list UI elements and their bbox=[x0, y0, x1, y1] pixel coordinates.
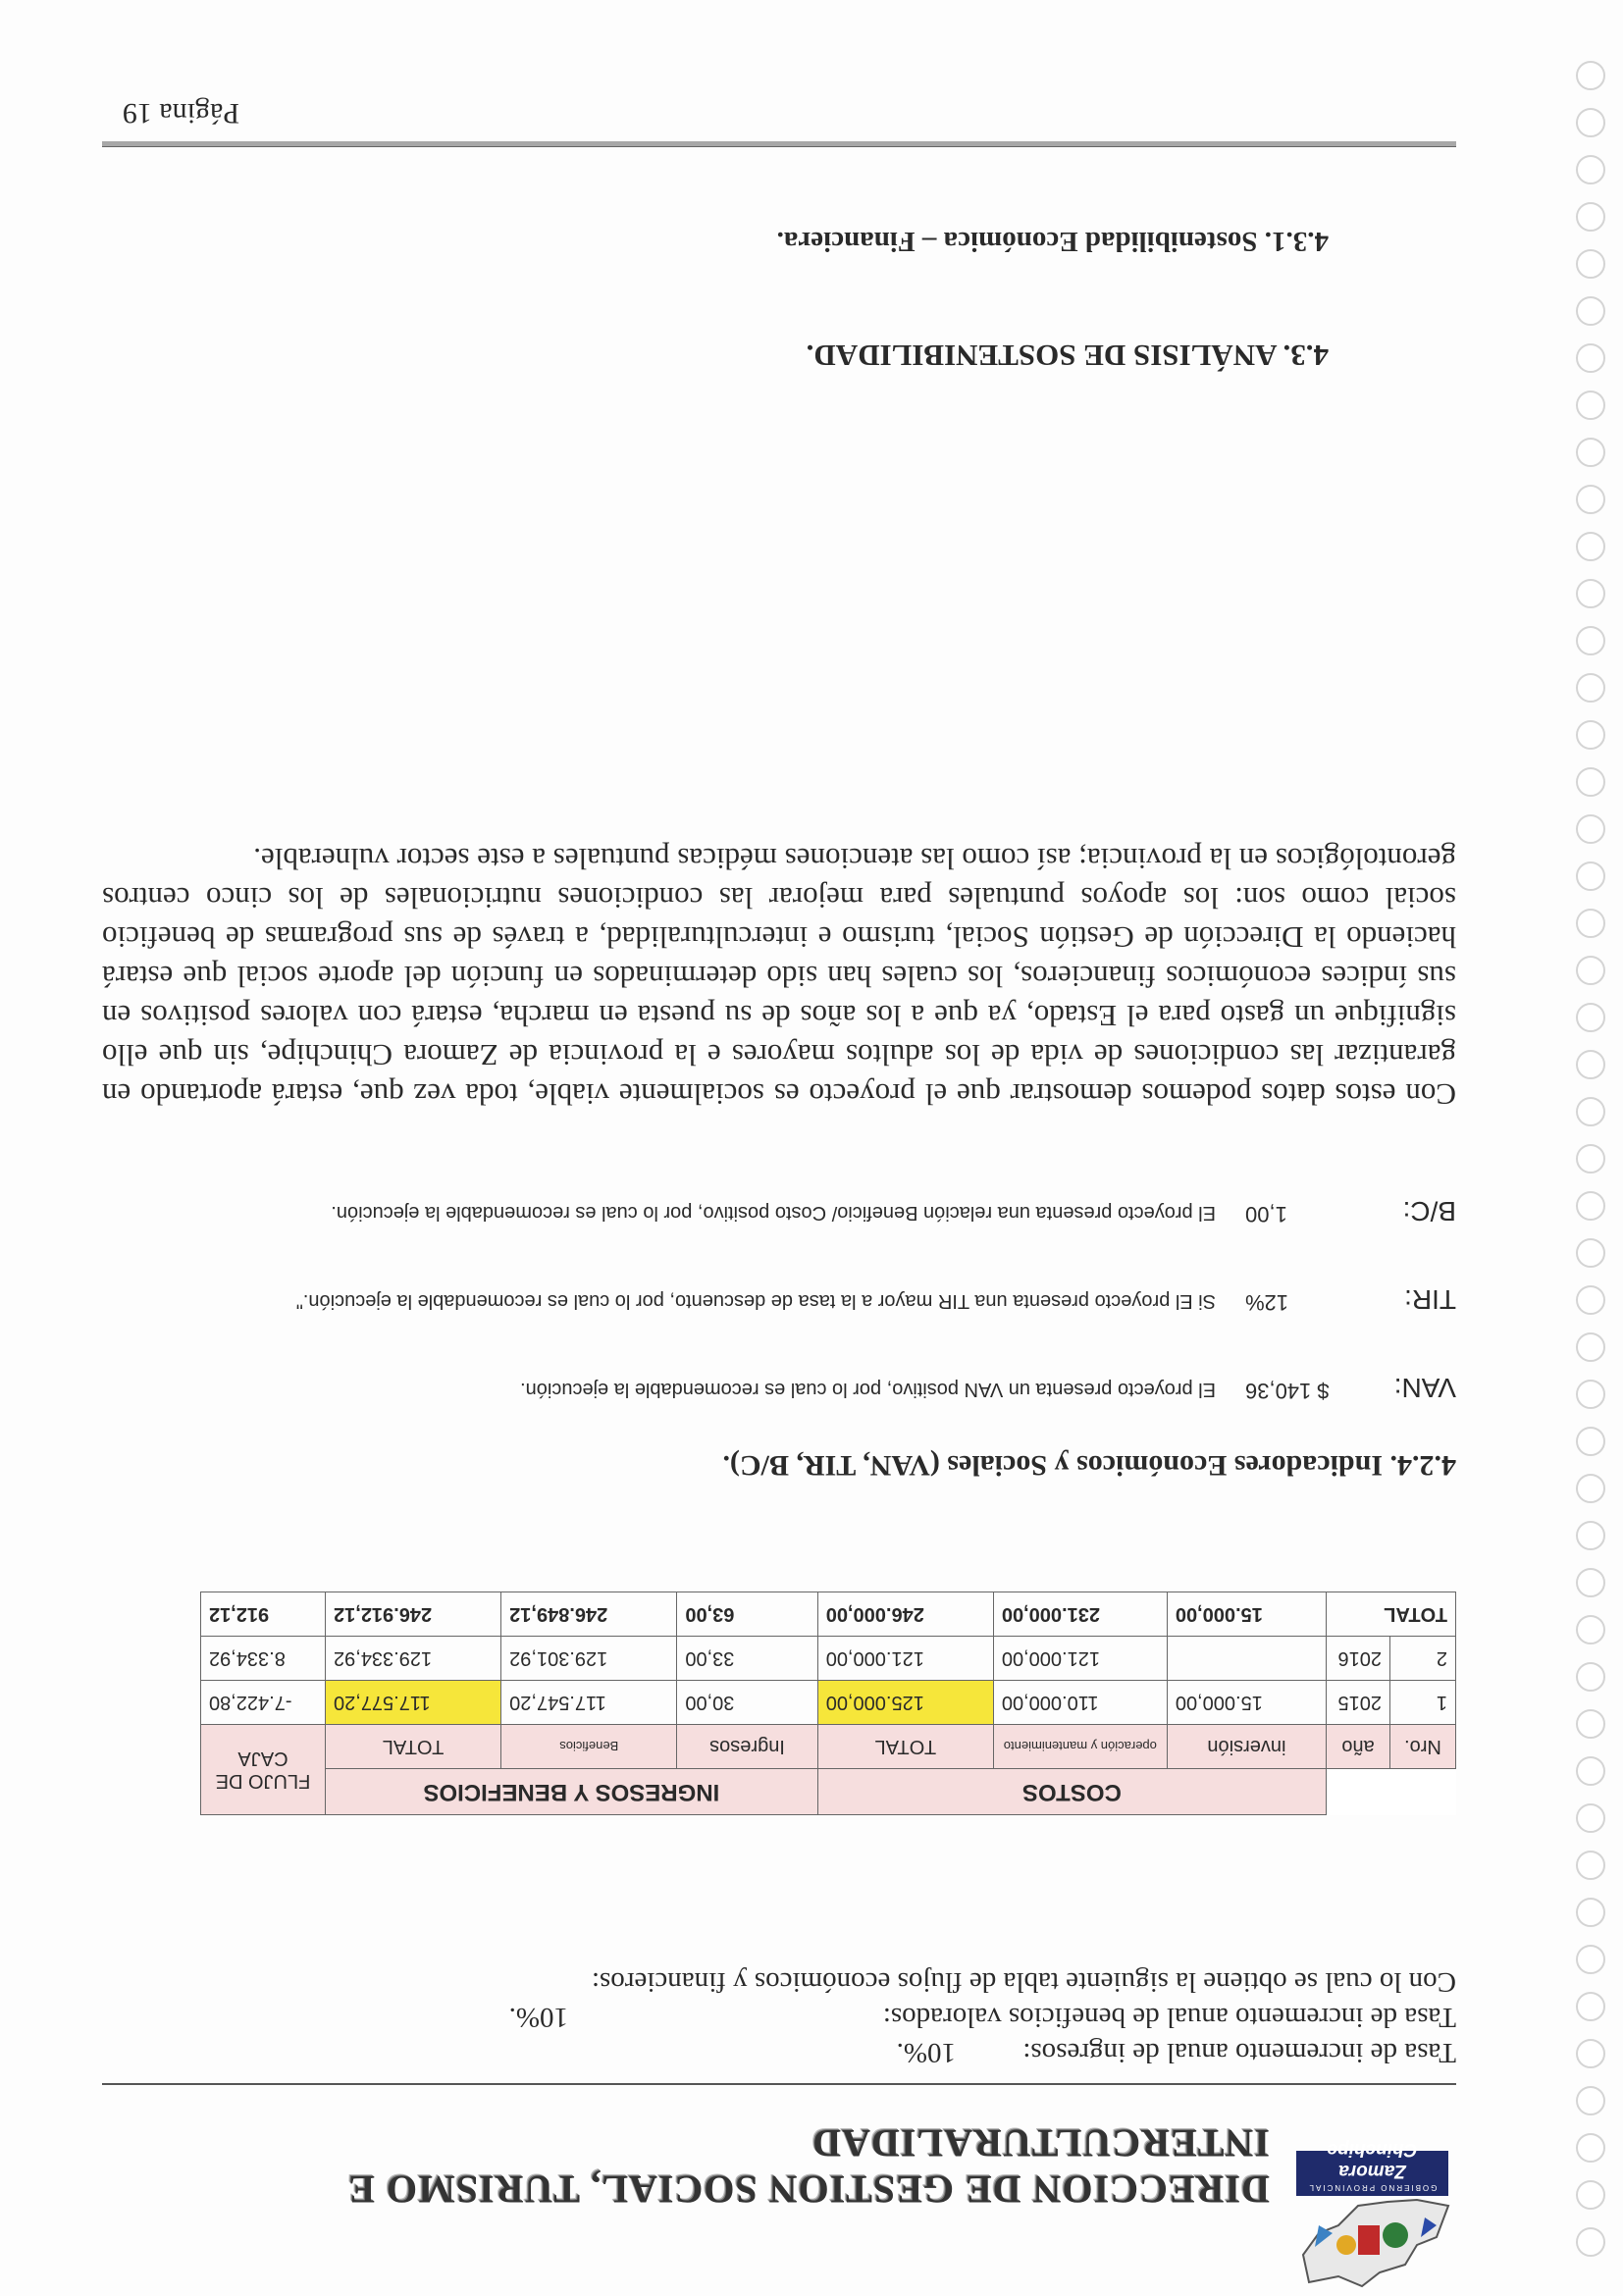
cell-total-income: 129.334,92 bbox=[326, 1637, 501, 1681]
col-investment: inversión bbox=[1167, 1725, 1326, 1769]
cell-income: 63,00 bbox=[677, 1592, 817, 1637]
binder-hole bbox=[1576, 861, 1605, 891]
binder-hole bbox=[1576, 485, 1605, 514]
page-number: Página 19 bbox=[122, 97, 239, 130]
col-nro: Nro. bbox=[1390, 1725, 1456, 1769]
binder-hole bbox=[1576, 2180, 1605, 2210]
indicator-value: $ 140,36 bbox=[1245, 1379, 1330, 1403]
binder-hole bbox=[1576, 155, 1605, 184]
cell-maintenance: 121.000,00 bbox=[993, 1637, 1167, 1681]
footer-divider bbox=[102, 141, 1456, 147]
section-43-heading: 4.3. ANÁLISIS DE SOSTENIBILIDAD. bbox=[806, 339, 1329, 373]
income-growth-label: Tasa de incremento anual de ingresos: bbox=[1022, 2037, 1456, 2068]
binder-hole bbox=[1576, 1898, 1605, 1927]
indicator-text: El proyecto presenta un VAN positivo, por lo cual es recomendable la ejecución. bbox=[520, 1379, 1216, 1400]
cell-benefits: 117.547,20 bbox=[501, 1681, 677, 1725]
indicator-van bbox=[102, 1315, 1456, 1403]
cell-benefits: 129.301,92 bbox=[501, 1637, 677, 1681]
cell-total-income: 117.577,20 bbox=[326, 1681, 501, 1725]
binder-hole bbox=[1576, 438, 1605, 467]
binder-hole bbox=[1576, 1380, 1605, 1409]
income-group-header: INGRESOS Y BENEFICIOS bbox=[326, 1769, 818, 1815]
cell-flow: -7.422,80 bbox=[201, 1681, 326, 1725]
section-424-heading: 4.2.4. Indicadores Económicos y Sociales (VAN, TIR, B/C). bbox=[722, 1449, 1456, 1482]
indicator-text: Si El proyecto presenta una TIR mayor a la tasa de descuento, por lo cual es recomendable la ejecución." bbox=[295, 1290, 1216, 1312]
binder-hole bbox=[1576, 2039, 1605, 2068]
col-maintenance bbox=[993, 1725, 1167, 1769]
provincial-logo bbox=[1294, 2139, 1456, 2294]
binder-hole bbox=[1576, 1521, 1605, 1550]
indicator-key: TIR: bbox=[1404, 1284, 1456, 1315]
table-total-row bbox=[201, 1592, 1456, 1637]
intro-block bbox=[102, 1964, 1456, 2070]
indicator-value: 12% bbox=[1245, 1290, 1289, 1315]
cell-total-costs: 246.000,00 bbox=[817, 1592, 993, 1637]
header-divider bbox=[102, 2083, 1456, 2085]
benefit-growth-row bbox=[102, 2000, 1456, 2035]
binder-hole bbox=[1576, 1474, 1605, 1503]
binder-hole bbox=[1576, 1568, 1605, 1597]
binder-hole bbox=[1576, 956, 1605, 985]
binder-hole bbox=[1576, 343, 1605, 373]
binder-hole bbox=[1576, 1756, 1605, 1786]
binder-hole bbox=[1576, 2227, 1605, 2257]
col-benefits-label: Beneficios bbox=[559, 1739, 619, 1754]
cashflow-table bbox=[200, 1592, 1456, 1815]
binder-hole bbox=[1576, 1662, 1605, 1692]
costs-group-header: COSTOS bbox=[817, 1769, 1326, 1815]
cell-year: 2015 bbox=[1327, 1681, 1390, 1725]
logo-province-name: Zamora Chinchipe bbox=[1327, 2139, 1418, 2181]
binder-hole bbox=[1576, 767, 1605, 797]
cell-investment: 15.000,00 bbox=[1167, 1681, 1326, 1725]
binder-hole bbox=[1576, 1097, 1605, 1126]
col-total-income: TOTAL bbox=[326, 1725, 501, 1769]
binder-hole bbox=[1576, 1427, 1605, 1456]
binder-hole bbox=[1576, 814, 1605, 844]
cell-income: 30,00 bbox=[677, 1681, 817, 1725]
binder-hole bbox=[1576, 1285, 1605, 1315]
cell-flow: 912,12 bbox=[201, 1592, 326, 1637]
col-income: Ingresos bbox=[677, 1725, 817, 1769]
table-lead-row bbox=[102, 1964, 1456, 2000]
binder-hole bbox=[1576, 2086, 1605, 2115]
cell-investment: 15.000,00 bbox=[1167, 1592, 1326, 1637]
cell-total-costs: 121.000,00 bbox=[817, 1637, 993, 1681]
cell-maintenance: 231.000,00 bbox=[993, 1592, 1167, 1637]
binder-hole bbox=[1576, 1238, 1605, 1268]
cell-nro: 2 bbox=[1390, 1637, 1456, 1681]
binder-hole bbox=[1576, 391, 1605, 420]
binder-hole bbox=[1576, 720, 1605, 750]
cell-maintenance: 110.000,00 bbox=[993, 1681, 1167, 1725]
binder-hole bbox=[1576, 579, 1605, 608]
benefit-growth-value: 10%. bbox=[508, 2002, 568, 2033]
binder-hole bbox=[1576, 1851, 1605, 1880]
binder-hole bbox=[1576, 1992, 1605, 2021]
indicator-tir bbox=[102, 1226, 1456, 1315]
indicator-value: 1,00 bbox=[1245, 1202, 1287, 1226]
income-growth-row bbox=[102, 2035, 1456, 2070]
conclusion-paragraph: Con estos datos podemos demostrar que el proyecto es socialmente viable, toda vez que, estará aportando en garantizar las condiciones de vida de los adultos mayores e la provincia de Zamora Chinchipe, sin que ello signifique un gasto para el Estado, ya que a los años de su puesta en marcha, estará con valores positivos en sus índices económicos financieros, los cuales han sido determinados en función del aporte social que estará haciendo la Dirección de Gestión Social, turismo e interculturalidad, a través de sus programas de beneficio social como son: los apoyos puntuales para mejorar las condiciones nutricionales de los cinco centros gerontológicos en la provincia; así como las atenciones médicas puntuales a este sector vulnerable. bbox=[102, 842, 1456, 1112]
section-431-heading: 4.3.1. Sostenibilidad Económica – Financiera. bbox=[776, 226, 1329, 257]
binder-hole bbox=[1576, 1803, 1605, 1833]
binder-hole bbox=[1576, 1191, 1605, 1221]
binder-hole bbox=[1576, 1144, 1605, 1174]
cell-total-costs: 125.000,00 bbox=[817, 1681, 993, 1725]
cell-flow: 8.334,92 bbox=[201, 1637, 326, 1681]
indicator-bc bbox=[102, 1138, 1456, 1226]
binder-hole bbox=[1576, 1615, 1605, 1644]
indicator-key: VAN: bbox=[1393, 1373, 1456, 1403]
binder-hole bbox=[1576, 61, 1605, 90]
table-row bbox=[201, 1637, 1456, 1681]
binder-hole bbox=[1576, 2133, 1605, 2163]
indicator-text: El proyecto presenta una relación Beneficio/ Costo positivo, por lo cual es recomendable la ejecución. bbox=[331, 1202, 1216, 1224]
col-total-costs: TOTAL bbox=[817, 1725, 993, 1769]
binder-hole bbox=[1576, 1050, 1605, 1079]
cell-total-label: TOTAL bbox=[1327, 1592, 1456, 1637]
cell-year: 2016 bbox=[1327, 1637, 1390, 1681]
map-icon bbox=[1299, 2196, 1456, 2294]
income-growth-value: 10%. bbox=[896, 2037, 956, 2068]
binder-hole bbox=[1576, 1945, 1605, 1974]
cell-nro: 1 bbox=[1390, 1681, 1456, 1725]
binder-hole bbox=[1576, 673, 1605, 703]
indicator-key: B/C: bbox=[1402, 1196, 1456, 1226]
col-year: año bbox=[1327, 1725, 1390, 1769]
binder-hole bbox=[1576, 532, 1605, 561]
binder-holes bbox=[1574, 39, 1605, 2257]
binder-hole bbox=[1576, 296, 1605, 326]
col-maintenance-label: operación y mantenimiento bbox=[1003, 1739, 1157, 1754]
binder-hole bbox=[1576, 909, 1605, 938]
binder-hole bbox=[1576, 202, 1605, 232]
table-lead-text: Con lo cual se obtiene la siguiente tabla de flujos económicos y financieros: bbox=[591, 1966, 1456, 1998]
cell-income: 33,00 bbox=[677, 1637, 817, 1681]
binder-hole bbox=[1576, 108, 1605, 137]
binder-hole bbox=[1576, 249, 1605, 279]
table-corner bbox=[1327, 1769, 1456, 1815]
cell-investment bbox=[1167, 1637, 1326, 1681]
benefit-growth-label: Tasa de incremento anual de beneficios valorados: bbox=[882, 2002, 1456, 2033]
header-title: DIRECCION DE GESTION SOCIAL, TURISMO E INTERCULTURALIDAD bbox=[347, 2121, 1270, 2212]
logo-government-text: GOBIERNO PROVINCIAL bbox=[1307, 2183, 1438, 2192]
cashflow-header: FLUJO DE CAJA bbox=[201, 1725, 326, 1815]
binder-hole bbox=[1576, 1003, 1605, 1032]
cell-total-income: 246.912,12 bbox=[326, 1592, 501, 1637]
binder-hole bbox=[1576, 1332, 1605, 1362]
binder-hole bbox=[1576, 626, 1605, 655]
cell-benefits: 246.849,12 bbox=[501, 1592, 677, 1637]
binder-hole bbox=[1576, 1709, 1605, 1739]
col-benefits bbox=[501, 1725, 677, 1769]
logo-banner bbox=[1296, 2139, 1448, 2196]
table-row bbox=[201, 1681, 1456, 1725]
